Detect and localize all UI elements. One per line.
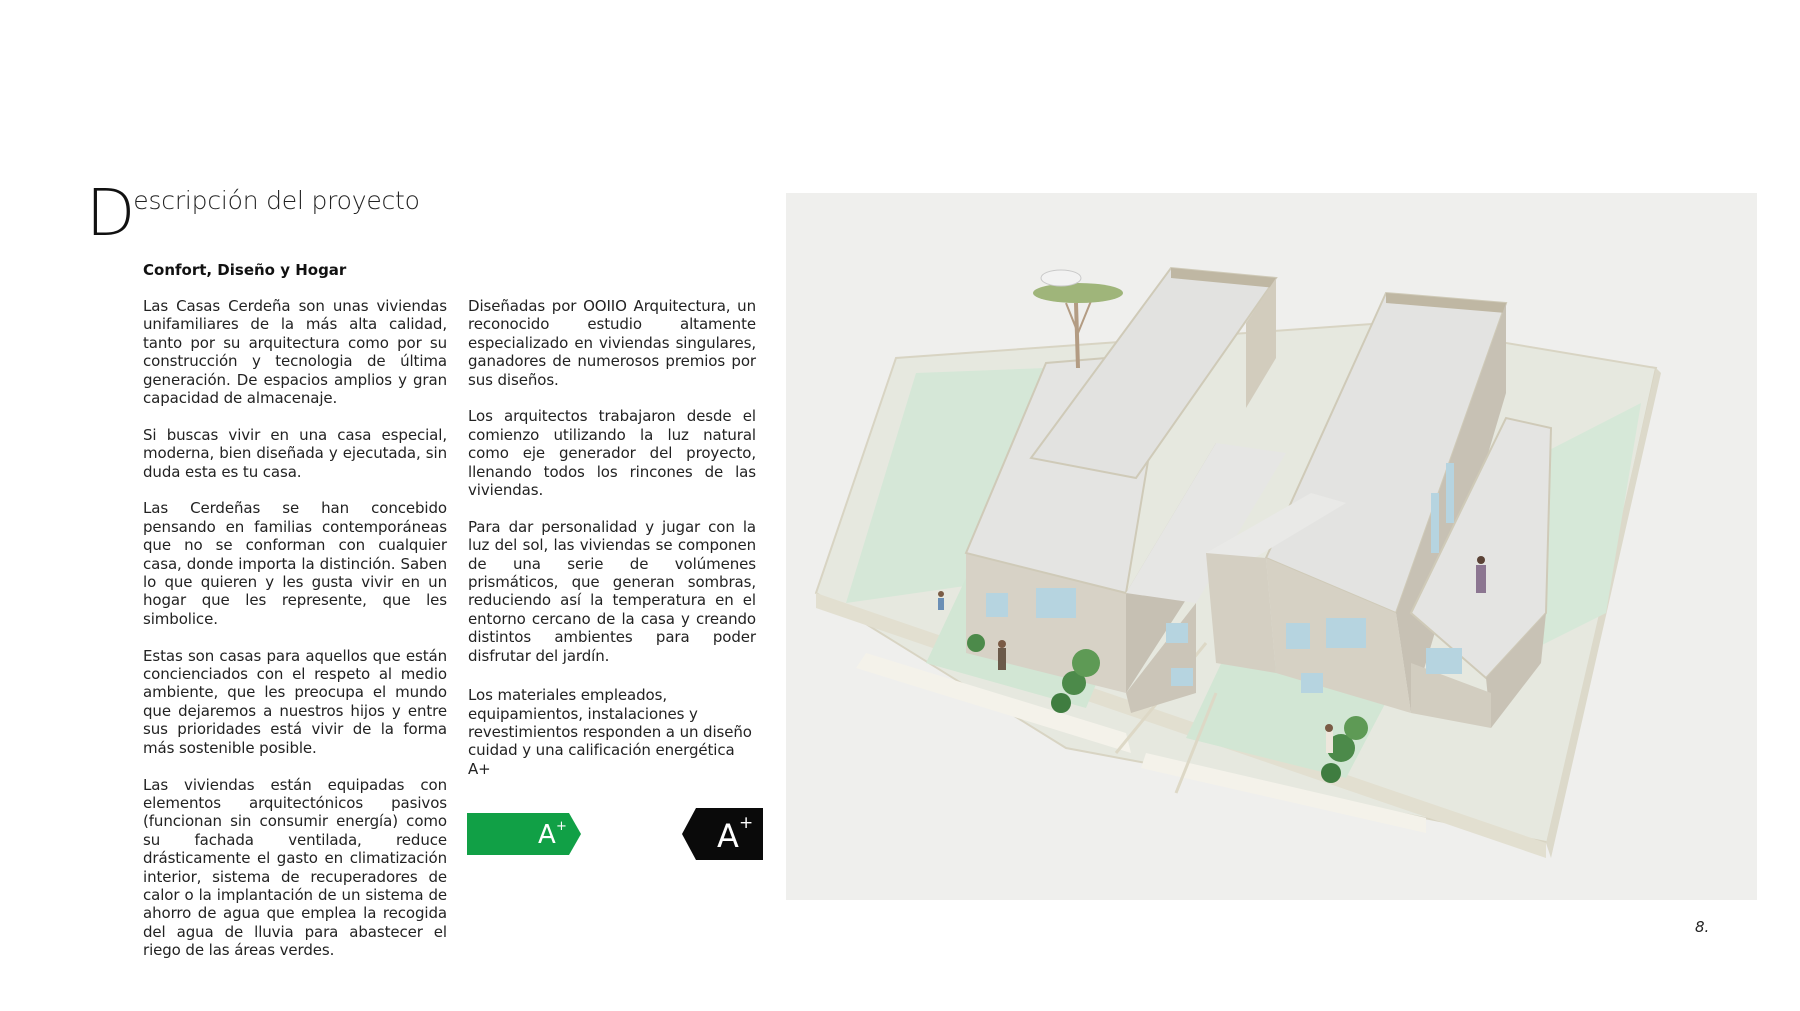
paragraph: Diseñadas por OOIIO Arquitectura, un reconocido estudio altamente especializado en viviendas singulares, ganadores de numerosos premios por sus diseños. — [468, 297, 756, 389]
paragraph: Para dar personalidad y jugar con la luz del sol, las viviendas se componen de una serie de volúmenes prismáticos, que generan sombras, reduciendo así la temperatura en el entorno cercano de la casa y creando distintos ambientes para poder disfrutar del jardín. — [468, 517, 756, 665]
energy-letter: A — [717, 817, 739, 855]
energy-sup: + — [556, 819, 567, 834]
energy-label-green — [467, 813, 581, 855]
page-title — [86, 177, 420, 251]
title-rest: escripción del proyecto — [133, 186, 420, 215]
page-number: 8. — [1695, 918, 1710, 936]
project-axonometric-illustration — [786, 193, 1757, 900]
paragraph: Las Casas Cerdeña son unas viviendas unifamiliares de la más alta calidad, tanto por su arquitectura como por su construcción y tecnologia de última generación. De espacios amplios y gran capacidad de almacenaje. — [143, 297, 447, 408]
paragraph: Si buscas vivir en una casa especial, moderna, bien diseñada y ejecutada, sin duda esta es tu casa. — [143, 425, 447, 481]
paragraph: Los arquitectos trabajaron desde el comienzo utilizando la luz natural como eje generador del proyecto, llenando todos los rincones de las viviendas. — [468, 407, 756, 500]
energy-label-black — [682, 808, 763, 860]
paragraph: Las viviendas están equipadas con elementos arquitectónicos pasivos (funcionan sin consumir energía) como su fachada ventilada, reduce drásticamente el gasto en climatización interior, sistema de recuperadores de calor o la implantación de un sistema de ahorro de agua que emplea la recogida del agua de lluvia para abastecer el riego de las áreas verdes. — [143, 775, 447, 960]
paragraph: Las Cerdeñas se han concebido pensando en familias contemporáneas que no se conforman con cualquier casa, donde importa la distinción. Saben lo que quieren y les gusta vivir en un hogar que les represente, que les simbolice. — [143, 499, 447, 628]
text-column-right — [468, 297, 756, 797]
section-subtitle: Confort, Diseño y Hogar — [143, 261, 347, 279]
title-initial: D — [86, 177, 136, 251]
paragraph: Estas son casas para aquellos que están concienciados con el respeto al medio ambiente, que les preocupa el mundo que dejaremos a nuestros hijos y entre sus prioridades está vivir de la forma más sostenible posible. — [143, 646, 447, 757]
paragraph: Los materiales empleados, equipamientos, instalaciones y revestimientos responden a un diseño cuidad y una calificación energética A+ — [468, 686, 752, 778]
energy-letter: A — [538, 820, 556, 850]
energy-sup: + — [739, 813, 754, 833]
house-axonometric-image — [786, 193, 1757, 900]
text-column-left — [143, 297, 447, 978]
